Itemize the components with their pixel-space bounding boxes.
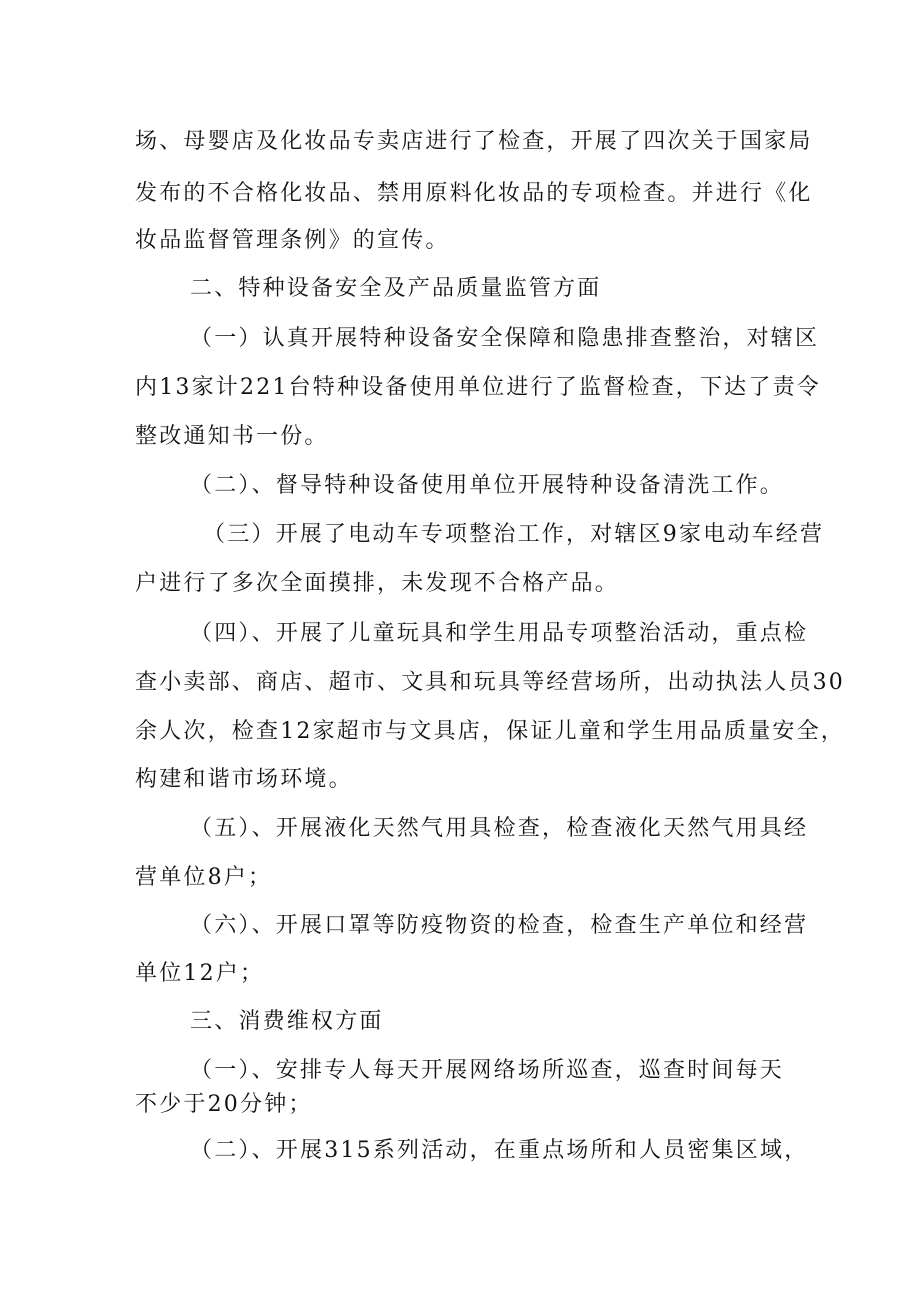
- body-text-line: 妆品监督管理条例》的宣传。: [135, 228, 450, 253]
- body-text-line: 内13家计221台特种设备使用单位进行了监督检查，下达了责令: [135, 375, 821, 400]
- body-text-line: （三）开展了电动车专项整治工作，对辖区9家电动车经营: [203, 522, 825, 547]
- body-text-line: 户进行了多次全面摸排，未发现不合格产品。: [135, 571, 620, 596]
- body-text-line: 查小卖部、商店、超市、文具和玩具等经营场所，出动执法人员30: [135, 670, 845, 695]
- body-text-line: （一）认真开展特种设备安全保障和隐患排查整治，对辖区: [190, 326, 820, 351]
- body-text-line: （二）、督导特种设备使用单位开展特种设备清洗工作。: [190, 473, 785, 498]
- body-text-line: 发布的不合格化妆品、禁用原料化妆品的专项检查。并进行《化: [135, 181, 813, 206]
- body-text-line: 不少于20分钟；: [135, 1092, 313, 1117]
- body-text-line: 场、母婴店及化妆品专卖店进行了检查，开展了四次关于国家局: [135, 129, 813, 154]
- body-text-line: （一）、安排专人每天开展网络场所巡查，巡查时间每天: [190, 1058, 785, 1083]
- section-heading: 二、特种设备安全及产品质量监管方面: [190, 276, 602, 301]
- body-text-line: 余人次，检查12家超市与文具店，保证儿童和学生用品质量安全，: [135, 719, 845, 744]
- body-text-line: 单位12户；: [135, 961, 265, 986]
- section-heading: 三、消费维权方面: [190, 1009, 384, 1034]
- body-text-line: （四）、开展了儿童玩具和学生用品专项整治活动，重点检: [190, 621, 809, 646]
- body-text-line: 构建和谐市场环境。: [135, 767, 353, 792]
- body-text-line: （六）、开展口罩等防疫物资的检查，检查生产单位和经营: [190, 913, 809, 938]
- body-text-line: 营单位8户；: [135, 865, 273, 890]
- body-text-line: （二）、开展315系列活动，在重点场所和人员密集区域，: [190, 1138, 809, 1163]
- body-text-line: （五）、开展液化天然气用具检查，检查液化天然气用具经: [190, 816, 809, 841]
- body-text-line: 整改通知书一份。: [135, 424, 329, 449]
